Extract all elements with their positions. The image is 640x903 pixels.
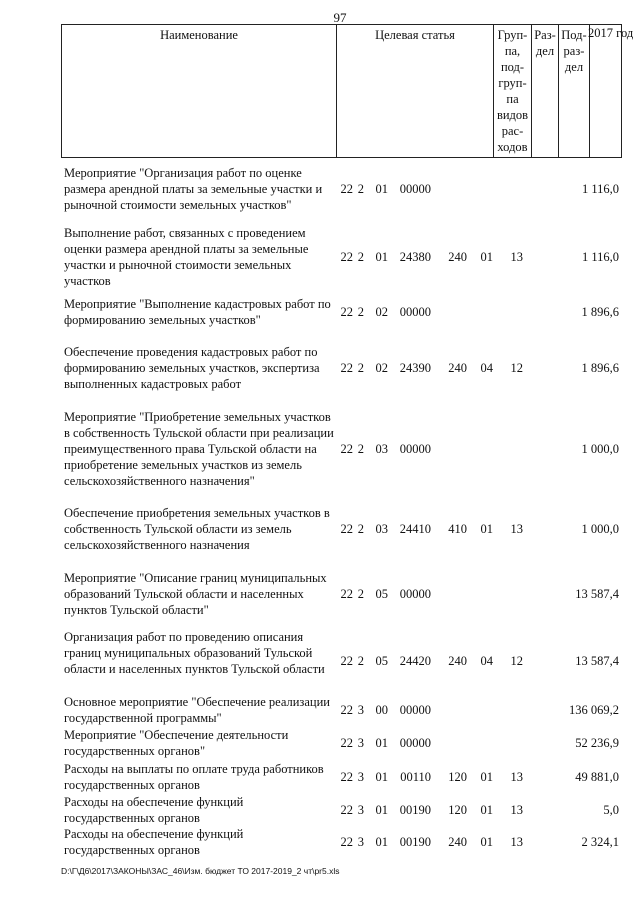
row-name: Расходы на обеспечение функций государственных органов — [64, 795, 244, 825]
row-c2: 3 — [357, 835, 364, 849]
row-sec: 04 — [480, 361, 493, 375]
table-row — [61, 165, 622, 213]
row-amount: 13 587,4 — [575, 654, 619, 668]
row-c1: 22 — [340, 803, 353, 817]
row-c2: 2 — [357, 361, 364, 375]
table-row — [61, 505, 622, 553]
row-amount: 136 069,2 — [569, 703, 619, 717]
row-c4: 00000 — [399, 703, 431, 717]
row-c2: 2 — [357, 250, 364, 264]
row-c4: 00000 — [399, 182, 431, 196]
row-c1: 22 — [340, 250, 353, 264]
header-target: Целевая статья — [336, 25, 493, 157]
header-year — [589, 25, 623, 157]
row-c1: 22 — [340, 442, 353, 456]
row-c3: 05 — [375, 587, 388, 601]
row-name: Основное мероприятие "Обеспечение реализации государственной программы" — [64, 695, 330, 725]
row-c4: 00190 — [399, 803, 431, 817]
row-c4: 00000 — [399, 736, 431, 750]
row-c2: 3 — [357, 703, 364, 717]
row-amount: 5,0 — [603, 803, 619, 817]
row-c4: 00000 — [399, 587, 431, 601]
table-row — [61, 225, 622, 289]
row-sub: 13 — [510, 770, 523, 784]
table-header — [61, 24, 622, 158]
table-row — [61, 570, 622, 618]
row-c2: 2 — [357, 305, 364, 319]
row-c3: 01 — [375, 250, 388, 264]
row-c3: 02 — [375, 305, 388, 319]
row-c3: 01 — [375, 803, 388, 817]
row-c4: 24390 — [399, 361, 431, 375]
row-grp: 410 — [448, 522, 467, 536]
row-amount: 13 587,4 — [575, 587, 619, 601]
row-c2: 2 — [357, 522, 364, 536]
row-c2: 3 — [357, 770, 364, 784]
row-amount: 1 896,6 — [581, 361, 619, 375]
header-subsection: Под- раз- дел — [558, 25, 589, 157]
row-sec: 01 — [480, 250, 493, 264]
row-name: Мероприятие "Описание границ муниципальных образований Тульской области и населенных пунктов Тульской области" — [64, 571, 327, 617]
row-c3: 01 — [375, 182, 388, 196]
row-name: Организация работ по проведению описания границ муниципальных образований Тульской области и населенных пунктов Тульской области — [64, 630, 325, 676]
row-c4: 00190 — [399, 835, 431, 849]
row-c2: 2 — [357, 442, 364, 456]
row-name: Выполнение работ, связанных с проведением оценки размера арендной платы за земельные участки и рыночной стоимости земельных участков — [64, 226, 309, 288]
row-sub: 13 — [510, 835, 523, 849]
row-c4: 00110 — [400, 770, 431, 784]
row-amount: 49 881,0 — [575, 770, 619, 784]
row-sec: 01 — [480, 522, 493, 536]
header-section: Раз- дел — [531, 25, 558, 157]
table-row — [61, 694, 622, 726]
header-year-label: 2017 год — [588, 26, 634, 40]
row-grp: 120 — [448, 770, 467, 784]
table-row — [61, 296, 622, 328]
table-row — [61, 794, 622, 826]
row-c4: 24410 — [399, 522, 431, 536]
row-amount: 52 236,9 — [575, 736, 619, 750]
row-amount: 1 116,0 — [581, 250, 619, 264]
row-c3: 02 — [375, 361, 388, 375]
header-group: Груп- па, под- груп- па видов рас- ходов — [493, 25, 531, 157]
row-c3: 03 — [375, 522, 388, 536]
row-grp: 240 — [448, 250, 467, 264]
header-name: Наименование — [160, 28, 238, 42]
row-grp: 240 — [448, 361, 467, 375]
row-c3: 01 — [375, 770, 388, 784]
row-c3: 01 — [375, 835, 388, 849]
table-row — [61, 344, 622, 392]
row-c2: 3 — [357, 803, 364, 817]
table-row — [61, 761, 622, 793]
row-c1: 22 — [340, 587, 353, 601]
table-row — [61, 826, 622, 858]
row-c4: 24420 — [399, 654, 431, 668]
row-c4: 00000 — [399, 442, 431, 456]
row-c1: 22 — [340, 305, 353, 319]
table-row — [61, 727, 622, 759]
row-name: Мероприятие "Обеспечение деятельности государственных органов" — [64, 728, 289, 758]
row-c1: 22 — [340, 703, 353, 717]
row-sec: 01 — [480, 803, 493, 817]
row-name: Мероприятие "Организация работ по оценке размера арендной платы за земельные участки и рыночной стоимости земельных участков" — [64, 166, 323, 212]
row-c3: 05 — [375, 654, 388, 668]
row-c4: 00000 — [399, 305, 431, 319]
row-c3: 03 — [375, 442, 388, 456]
row-amount: 1 896,6 — [581, 305, 619, 319]
row-c2: 2 — [357, 587, 364, 601]
row-c1: 22 — [340, 654, 353, 668]
row-c2: 3 — [357, 736, 364, 750]
row-grp: 240 — [448, 654, 467, 668]
row-grp: 240 — [448, 835, 467, 849]
row-amount: 1 116,0 — [581, 182, 619, 196]
row-c1: 22 — [340, 736, 353, 750]
row-c2: 2 — [357, 654, 364, 668]
row-name: Обеспечение проведения кадастровых работ по формированию земельных участков, экспертиза выполненных кадастровых работ — [64, 345, 320, 391]
row-c1: 22 — [340, 522, 353, 536]
row-c1: 22 — [340, 770, 353, 784]
row-c4: 24380 — [399, 250, 431, 264]
row-name: Расходы на обеспечение функций государственных органов — [64, 827, 244, 857]
row-c1: 22 — [340, 361, 353, 375]
file-path-footer: D:\Г\Д6\2017\ЗАКОНЫ\ЗАС_46\Изм. бюджет ТО 2017-2019_2 чт\pr5.xls — [61, 866, 340, 876]
row-c1: 22 — [340, 835, 353, 849]
row-amount: 1 000,0 — [581, 442, 619, 456]
row-name: Расходы на выплаты по оплате труда работников государственных органов — [64, 762, 324, 792]
row-sec: 01 — [480, 770, 493, 784]
row-sub: 13 — [510, 250, 523, 264]
page-number: 97 — [333, 10, 347, 25]
row-name: Обеспечение приобретения земельных участков в собственность Тульской области из земель сельскохозяйственного назначения — [64, 506, 330, 552]
table-row — [61, 629, 622, 693]
row-sec: 04 — [480, 654, 493, 668]
row-c3: 00 — [375, 703, 388, 717]
row-sub: 13 — [510, 522, 523, 536]
row-name: Мероприятие "Выполнение кадастровых работ по формированию земельных участков" — [64, 297, 331, 327]
row-sub: 12 — [510, 361, 523, 375]
table-row — [61, 409, 622, 489]
row-c3: 01 — [375, 736, 388, 750]
row-name: Мероприятие "Приобретение земельных участков в собственность Тульской области при реализации преимущественного права Тульской области на приобретение земельных участков из земель сельскохозяйственного назначения" — [64, 410, 334, 488]
row-grp: 120 — [448, 803, 467, 817]
row-c1: 22 — [340, 182, 353, 196]
row-sub: 12 — [510, 654, 523, 668]
row-c2: 2 — [357, 182, 364, 196]
row-sub: 13 — [510, 803, 523, 817]
row-sec: 01 — [480, 835, 493, 849]
row-amount: 2 324,1 — [581, 835, 619, 849]
row-amount: 1 000,0 — [581, 522, 619, 536]
